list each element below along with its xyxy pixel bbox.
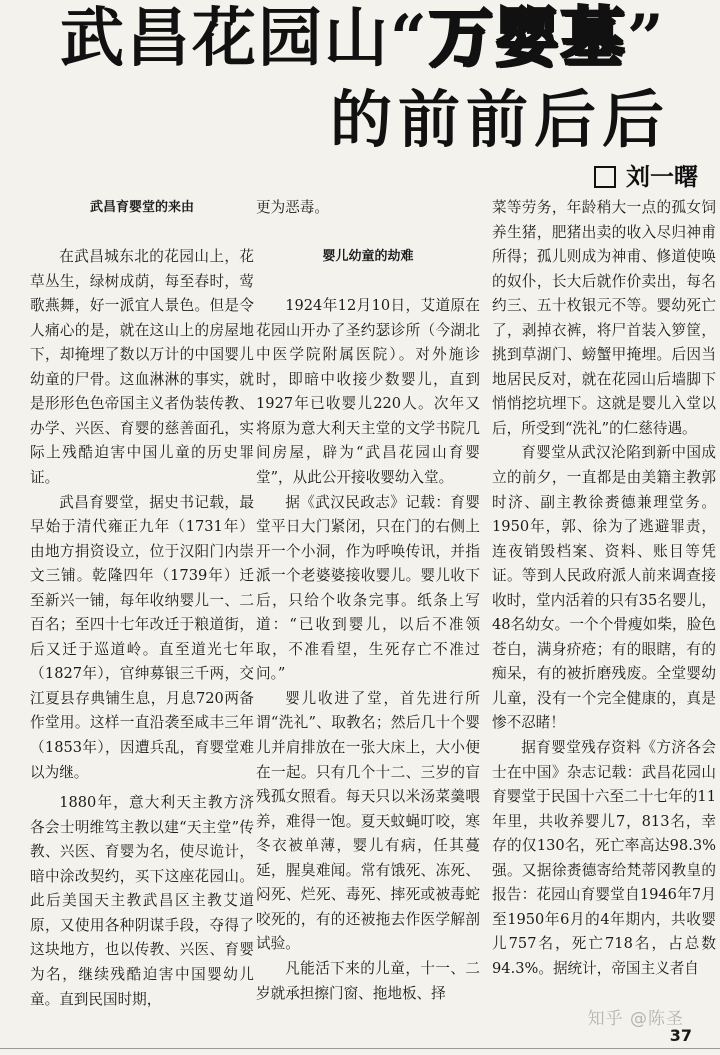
author-byline [594,162,698,192]
paragraph: 据《武汉民政志》记载：育婴堂平日大门紧闭，只在门的右侧上开一个小洞，作为呼唤传讯，并指派一个老婆婆接收婴儿。婴儿收下后，只给个收条完事。纸条上写道：“已收到婴儿，以后不准领取，不准看望，生死存亡不准过问。” [256,493,480,683]
title-quote-close: ” [626,1,666,76]
paragraph: 在武昌城东北的花园山上，花草丛生，绿树成荫，每至春时，莺歌燕舞，好一派宜人景色。但是令人痛心的是，就在这山上的房屋地下，却掩埋了数以万计的中国婴儿幼童的尸骨。这血淋淋的事实，就是形形色色帝国主义者伪装传教、办学、兴医、育婴的慈善面孔，实际上残酷迫害中国儿童的历史罪证。 [30,248,254,487]
paragraph: 凡能活下来的儿童，十一、二岁就承担擦门窗、拖地板、择 [256,959,480,1002]
zhihu-watermark: 知乎 @陈圣 [587,1009,684,1029]
paragraph: 菜等劳务，年龄稍大一点的孤女饲养生猪，肥猪出卖的收入尽归神甫所得；孤儿则成为神甫、修道使唤的奴仆，长大后就作价卖出，每名约三、五十枚银元不等。婴幼死亡了，剥掉衣裤，将尸首装入箩筐，挑到草湖门、螃蟹甲掩埋。后因当地居民反对，就在花园山后墙脚下悄悄挖坑埋下。这就是婴儿入堂以后，所受到“洗礼”的仁慈待遇。 [492,199,716,437]
author-name: 刘一曙 [626,163,698,191]
paragraph: 婴儿收进了堂，首先进行所谓“洗礼”、取教名；然后几十个婴儿并肩排放在一张大床上，大小便在一起。只有几个十二、三岁的盲残孤女照看。每天只以米汤菜羹喂养，难得一饱。夏天蚊蝇叮咬，寒冬衣被单薄，婴儿有病，任其蔓延，腥臭难闻。常有饿死、冻死、闷死、烂死、毒死、摔死或被毒蛇咬死的，有的还被拖去作医学解剖试验。 [256,689,480,953]
text-column-2 [256,196,480,1006]
paragraph: 1924年12月10日，艾道原在花园山开办了圣约瑟诊所（今湖北中医学院附属医院）。对外施诊时，即暗中收接少数婴儿，直到1927年已收婴儿220人。次年又将原为意大利天主堂的文学书院几间房屋，辟为“武昌花园山育婴堂”，从此公开接收婴幼入堂。 [256,297,480,487]
text-column-1 [30,196,254,1012]
title-quote-open: “ [390,1,429,76]
title-hollow-text: 万婴墓 [428,2,627,76]
paragraph: 据育婴堂残存资料《方济各会士在中国》杂志记载：武昌花园山育婴堂于民国十六至二十七年的11年里，共收养婴儿7，813名，幸存的仅130名，死亡率高达98.3%强。又据徐赉德寄给梵蒂冈教皇的报告：花园山育婴堂自1946年7月至1950年6月的4年期内，共收婴儿757名，死亡718名，占总数94.3%。据统计，帝国主义者自 [492,739,716,977]
section-heading-calamity: 婴儿幼童的劫难 [322,249,414,265]
text-column-3 [492,196,716,982]
title-text-a: 武昌花园山 [60,2,390,76]
paragraph: 武昌育婴堂，据史书记载，最早始于清代雍正九年（1731年）由地方捐资设立，位于汉阳门内崇文三铺。乾隆四年（1739年）迁至新兴一铺，每年收纳婴儿一、二百名；至四十七年改迁于粮道街，后又迁于巡道岭。直至道光七年（1827年），官绅募银三千两，交江夏县存典铺生息，月息720两备作堂用。这样一直沿袭至咸丰三年（1853年），因遭兵乱，育婴堂难以为继。 [30,493,254,781]
paragraph: 更为恶毒。 [256,199,329,216]
page-number: 37 [669,1026,692,1045]
article-title-line1 [60,0,666,78]
paragraph: 育婴堂从武汉沦陷到新中国成立的前夕，一直都是由美籍主教郭时济、副主教徐赉德兼理堂务。1950年，郭、徐为了逃避罪责，连夜销毁档案、资料、账目等凭证。等到人民政府派人前来调查接收时，堂内活着的只有35名婴儿，48名幼女。一个个骨瘦如柴，脸色苍白，满身疥疮；有的眼瞎，有的痴呆，有的被折磨残废。全堂婴幼儿童，没有一个完全健康的，真是惨不忍睹！ [492,444,716,732]
paragraph: 1880年，意大利天主教方济各会士明维笃主教以建“天主堂”传教、兴医、育婴为名，使尽诡计，暗中涂改契约，买下这座花园山。此后美国天主教武昌区主教艾道原，又使用各种阴谋手段，夺得了这块地方，也以传教、兴医、育婴为名，继续残酷迫害中国婴幼儿童。直到民国时期， [30,794,254,1008]
author-box-icon [594,166,616,188]
article-title-line2: 的前前后后 [330,83,671,156]
section-heading-origin: 武昌育婴堂的来由 [89,200,194,215]
page-bottom-rule [0,1048,720,1049]
